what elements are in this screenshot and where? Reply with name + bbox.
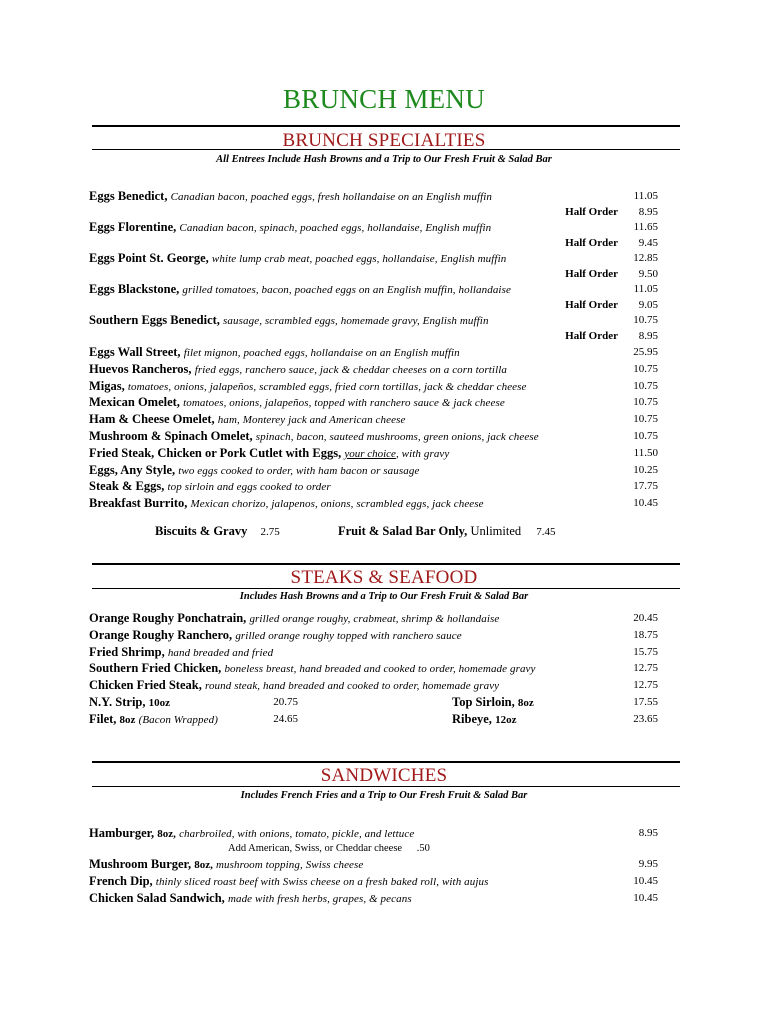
ny-strip-weight: 10oz [148,697,171,709]
menu-item [89,462,419,478]
item-name: Steak & Eggs, [89,479,165,494]
item-weight: 8oz, [194,859,213,871]
item-desc: grilled orange roughy topped with ranchero sauce [235,629,462,642]
half-order-price: 9.05 [638,299,658,311]
ribeye-row [452,711,516,727]
item-desc: , with gravy [395,447,450,460]
item-desc: white lump crab meat, poached eggs, hollandaise, English muffin [211,253,507,265]
item-desc: Canadian bacon, spinach, poached eggs, hollandaise, English muffin [179,222,492,234]
item-price: 20.45 [633,612,658,624]
fruit-bar-note: Unlimited [470,524,522,538]
item-name: Eggs Benedict, [89,189,168,203]
ribeye-price: 23.65 [633,713,658,725]
half-order-price: 8.95 [638,330,658,342]
steaks-section-title: STEAKS & SEAFOOD [290,567,478,588]
item-name: Eggs Wall Street, [89,345,181,359]
cheese-addon-price: .50 [416,843,430,854]
item-price: 17.75 [633,480,658,493]
steaks-subtitle: Includes Hash Browns and a Trip to Our Fresh Fruit & Salad Bar [239,591,529,602]
item-name: Chicken Salad Sandwich, [89,890,225,905]
section-divider [92,125,680,127]
item-price: 9.95 [638,858,658,870]
fruit-bar-name: Fruit & Salad Bar Only, [338,524,468,538]
cheese-addon-text: Add American, Swiss, or Cheddar cheese [228,843,403,854]
half-order-label: Half Order [565,299,618,311]
filet-name: Filet, [89,712,117,726]
item-price: 11.50 [633,446,658,459]
item-name: Migas, [89,378,125,393]
menu-item [89,344,460,360]
menu-title: BRUNCH MENU [282,84,486,114]
fruit-bar-price: 7.45 [536,526,556,538]
menu-item [89,677,499,693]
filet-price: 24.65 [273,713,298,725]
item-price: 10.25 [633,463,658,476]
item-desc: thinly sliced roast beef with Swiss cheese on a fresh baked roll, with aujus [155,875,489,888]
item-price: 10.45 [633,497,658,510]
item-name: Eggs, Any Style, [89,462,176,477]
menu-item [89,378,527,394]
item-name: Southern Fried Chicken, [89,661,222,676]
biscuits-gravy-name: Biscuits & Gravy [155,524,248,538]
ribeye-name: Ribeye, [452,712,492,726]
menu-item [89,644,273,660]
ny-strip-row [89,694,170,710]
item-desc: made with fresh herbs, grapes, & pecans [227,892,412,905]
item-name: Mushroom & Spinach Omelet, [89,429,253,443]
half-order-label: Half Order [565,237,618,249]
menu-item [89,188,492,204]
item-price: 10.75 [633,430,658,442]
menu-item [89,250,506,266]
top-sirloin-price: 17.55 [633,696,658,708]
biscuits-gravy-price: 2.75 [260,526,280,538]
item-desc: top sirloin and eggs cooked to order [167,481,331,494]
item-desc: grilled tomatoes, bacon, poached eggs on an English muffin, hollandaise [182,284,511,296]
menu-item [89,411,405,427]
section-divider [92,149,680,150]
item-desc: sausage, scrambled eggs, homemade gravy, English muffin [223,315,489,327]
menu-item [89,361,507,377]
half-order-price: 9.45 [638,237,658,249]
ribeye-weight: 12oz [495,714,517,726]
menu-item [89,856,363,872]
item-desc: hand breaded and fried [167,646,274,659]
hamburger-name: Hamburger, [89,826,155,840]
item-desc: Mexican chorizo, jalapenos, onions, scrambled eggs, jack cheese [190,498,484,511]
hamburger-row [89,825,414,841]
item-price: 12.75 [633,679,658,692]
top-sirloin-name: Top Sirloin, [452,695,515,709]
top-sirloin-row [452,694,534,710]
cheese-addon [228,842,430,856]
item-desc: filet mignon, poached eggs, hollandaise on an English muffin [183,347,460,359]
item-price: 11.65 [633,221,658,233]
item-price: 25.95 [633,346,658,358]
menu-item [89,219,491,235]
item-price: 10.75 [633,314,658,326]
brunch-subtitle: All Entrees Include Hash Browns and a Trip to Our Fresh Fruit & Salad Bar [216,154,552,165]
filet-weight: 8oz [119,714,136,726]
fruit-bar-row [338,523,556,540]
item-price: 10.75 [633,362,658,375]
item-desc-emphasis: your choice [344,447,396,460]
half-order-label: Half Order [565,268,618,280]
item-desc: grilled orange roughy, crabmeat, shrimp & hollandaise [249,613,500,625]
item-price: 10.75 [633,396,658,409]
item-price: 15.75 [633,645,658,658]
item-desc: mushroom topping, Swiss cheese [215,859,364,871]
item-desc: tomatoes, onions, jalapeños, topped with ranchero sauce & jack cheese [183,397,505,410]
top-sirloin-weight: 8oz [517,697,534,709]
menu-item [89,495,484,511]
item-price: 12.85 [633,252,658,264]
brunch-section-title: BRUNCH SPECIALTIES [282,130,486,151]
section-divider [92,563,680,565]
section-divider [92,761,680,763]
item-price: 10.75 [633,379,658,392]
menu-item [89,610,499,626]
menu-item [89,660,536,676]
item-name: Orange Roughy Ponchatrain, [89,611,247,625]
item-name: Orange Roughy Ranchero, [89,627,233,642]
hamburger-price: 8.95 [638,827,658,839]
item-price: 18.75 [633,628,658,641]
item-desc: two eggs cooked to order, with ham bacon or sausage [178,464,420,477]
menu-item [89,890,412,906]
item-name: Southern Eggs Benedict, [89,313,220,327]
item-name: Breakfast Burrito, [89,496,188,511]
menu-item [89,627,462,643]
hamburger-desc: charbroiled, with onions, tomato, pickle, and lettuce [179,828,415,840]
item-desc: boneless breast, hand breaded and cooked to order, homemade gravy [224,663,536,676]
menu-item [89,394,505,410]
ny-strip-price: 20.75 [273,696,298,708]
item-name: Mexican Omelet, [89,395,180,410]
sandwiches-subtitle: Includes French Fries and a Trip to Our Fresh Fruit & Salad Bar [240,790,528,801]
item-name: Mushroom Burger, [89,857,192,871]
item-desc: tomatoes, onions, jalapeños, scrambled eggs, fried corn tortillas, jack & cheddar cheese [127,380,527,393]
filet-row [89,711,218,727]
half-order-label: Half Order [565,206,618,218]
item-price: 10.45 [633,891,658,904]
item-price: 10.45 [633,874,658,887]
item-desc: ham, Monterey jack and American cheese [217,414,406,427]
filet-note: (Bacon Wrapped) [138,714,218,726]
hamburger-weight: 8oz, [157,828,176,840]
sandwiches-section-title: SANDWICHES [320,765,448,786]
item-name: Eggs Florentine, [89,220,177,234]
item-name: Chicken Fried Steak, [89,678,202,693]
item-desc: fried eggs, ranchero sauce, jack & cheddar cheeses on a corn tortilla [194,363,507,376]
half-order-price: 8.95 [638,206,658,218]
item-name: Eggs Point St. George, [89,251,209,265]
extras-row [155,523,280,540]
menu-item [89,281,511,297]
item-desc: round steak, hand breaded and cooked to order, homemade gravy [204,680,500,693]
half-order-label: Half Order [565,330,618,342]
item-name: French Dip, [89,873,153,888]
ny-strip-name: N.Y. Strip, [89,695,146,709]
section-divider [92,786,680,787]
item-price: 11.05 [633,283,658,295]
menu-item [89,873,488,889]
menu-item [89,312,489,328]
item-desc: spinach, bacon, sauteed mushrooms, green onions, jack cheese [255,431,539,443]
section-divider [92,588,680,589]
item-price: 11.05 [633,190,658,202]
half-order-price: 9.50 [638,268,658,280]
menu-item [89,478,331,494]
item-name: Huevos Rancheros, [89,361,192,376]
item-name: Eggs Blackstone, [89,282,180,296]
item-price: 12.75 [633,662,658,675]
item-name: Ham & Cheese Omelet, [89,412,215,427]
item-price: 10.75 [633,413,658,426]
menu-item [89,445,449,461]
menu-item [89,428,539,444]
item-name: Fried Steak, Chicken or Pork Cutlet with Eggs, [89,445,342,460]
item-name: Fried Shrimp, [89,644,165,659]
item-desc: Canadian bacon, poached eggs, fresh hollandaise on an English muffin [170,191,493,203]
